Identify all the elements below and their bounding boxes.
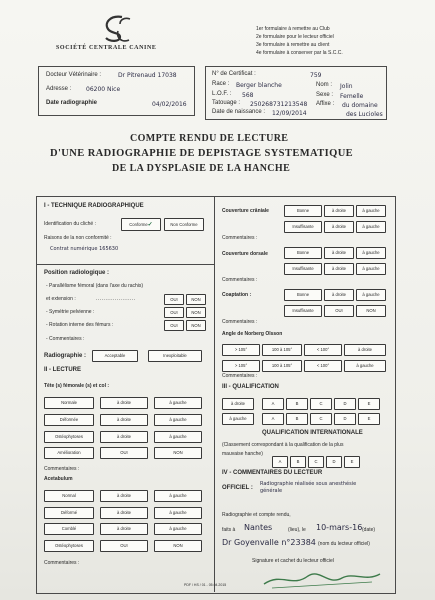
technique-divider (36, 264, 214, 265)
qi-text-1: (Classement correspondant à la qualification de la plus (222, 442, 344, 448)
tete-osteo-box[interactable] (44, 431, 94, 443)
cell-label: à droite (332, 266, 346, 271)
position-row-4: - Rotation interne des fémurs : (46, 322, 114, 328)
norberg-left-gt105[interactable] (222, 360, 260, 372)
position-heading: Position radiologique : (44, 270, 109, 276)
copy-2: 2e formulaire pour le lecteur officiel (256, 34, 334, 40)
copy-4: 4e formulaire à conserver par la S.C.C. (256, 50, 343, 56)
acet-commentaires: Commentaires : (44, 560, 80, 566)
cranial-gauche[interactable] (356, 205, 386, 217)
cell-label: > 105° (234, 347, 248, 352)
qual-right-b[interactable] (286, 398, 308, 410)
qual-left-e[interactable] (358, 413, 380, 425)
signature-icon (262, 564, 382, 590)
cell-label: OUI (335, 308, 343, 313)
acetabulum-label: Acetabulum (44, 476, 73, 482)
cell-label: à gauche (229, 416, 247, 421)
inexploitable-label: Inexploitable (163, 353, 187, 358)
cell-label: NON (173, 450, 183, 455)
race-label: Race : (212, 81, 230, 87)
cell-label: B (295, 401, 299, 406)
qualification-heading: III - QUALIFICATION (222, 384, 279, 390)
cell-label: à droite (332, 250, 346, 255)
cell-label: à gauche (169, 510, 187, 515)
oui-label: OUI (170, 297, 178, 302)
cell-label: E (367, 416, 371, 421)
conforme-label: Conforme (129, 222, 148, 227)
cell-label: Normal (62, 493, 76, 498)
cell-label: E (367, 401, 371, 406)
cell-label: D (332, 459, 336, 464)
cranial-droite[interactable] (324, 205, 354, 217)
symetrie-non-checkbox[interactable] (186, 307, 206, 318)
cell-label: C (314, 459, 318, 464)
radio-date-value: 04/02/2016 (152, 101, 187, 108)
symetrie-oui-checkbox[interactable] (164, 307, 184, 318)
vet-doctor-value: Dr Pitrenaud 17038 (118, 72, 177, 79)
tattoo-value: 250268731213548 (250, 101, 308, 108)
acceptable-checkbox[interactable] (92, 350, 138, 362)
cell-label: 100 à 105° (271, 363, 293, 368)
tattoo-label: Tatouage : (212, 100, 241, 106)
le-label: (lieu), le (288, 527, 306, 533)
tete-deformee-gauche[interactable] (154, 414, 202, 426)
qi-text-2: mauvaise hanche) (222, 451, 263, 457)
acet-deforme-droite[interactable] (100, 507, 148, 519)
cert-label: N° de Certificat : (212, 71, 256, 77)
cell-label: à gauche (169, 434, 187, 439)
date-suffix: (date) (362, 527, 376, 533)
inexploitable-checkbox[interactable] (148, 350, 202, 362)
tete-normale-droite[interactable] (100, 397, 148, 409)
cell-label: à droite (117, 400, 131, 405)
acet-normal-gauche[interactable] (154, 490, 202, 502)
cell-label: B (296, 459, 300, 464)
title-line-3: DE LA DYSPLASIE DE LA HANCHE (112, 163, 291, 174)
cell-label: à droite (358, 347, 372, 352)
qual-right-side[interactable] (222, 398, 254, 410)
lof-label: L.O.F. : (212, 91, 232, 97)
acet-comble-box[interactable] (44, 523, 94, 535)
cell-label: à droite (332, 208, 346, 213)
dob-label: Date de naissance : (212, 109, 266, 115)
identification-label: Identification du cliché : (44, 221, 96, 227)
title-line-1: COMPTE RENDU DE LECTURE (130, 133, 289, 144)
tete-osteo-droite[interactable] (100, 431, 148, 443)
acet-deforme-box[interactable] (44, 507, 94, 519)
signature-label: Signature et cachet du lecteur officiel (252, 558, 334, 564)
cell-label: à droite (332, 292, 346, 297)
reader-suffix: (nom du lecteur officiel) (318, 541, 370, 547)
cranial-label: Couverture crâniale (222, 208, 269, 214)
cranial-commentaires: Commentaires : (222, 235, 258, 241)
dorsal-commentaires: Commentaires : (222, 277, 258, 283)
cell-label: Amélioration (57, 450, 81, 455)
cell-label: à droite (117, 526, 131, 531)
position-row-1: - Parallélisme fémoral (dans l'axe du rachis) (46, 283, 144, 289)
title-line-2: D'UNE RADIOGRAPHIE DE DEPISTAGE SYSTEMATIQUE (50, 148, 354, 159)
norberg-left-side[interactable] (344, 360, 386, 372)
society-name: SOCIÉTÉ CENTRALE CANINE (56, 45, 157, 51)
tete-label: Tête (s) fémorale (s) et col : (44, 383, 110, 389)
name-value: Jolin (340, 83, 353, 90)
cell-label: à gauche (362, 266, 380, 271)
acet-comble-gauche[interactable] (154, 523, 202, 535)
affixe-label: Affixe : (316, 101, 335, 107)
radio-date-label: Date radiographie (46, 100, 98, 106)
cell-label: OUI (120, 450, 128, 455)
tete-osteo-gauche[interactable] (154, 431, 202, 443)
coaptation-droite[interactable] (324, 289, 354, 301)
qual-right-c[interactable] (310, 398, 332, 410)
cell-label: à droite (231, 401, 245, 406)
qi-e[interactable] (344, 456, 360, 468)
cell-label: Bonne (296, 250, 310, 255)
rotation-non-checkbox[interactable] (186, 320, 206, 331)
cranial-insuf-gauche[interactable] (356, 221, 386, 233)
tete-amelioration-box[interactable] (44, 447, 94, 459)
cell-label: C (319, 416, 323, 421)
cell-label: Normale (61, 400, 77, 405)
radio-compte-label: Radiographie et compte rendu, (222, 512, 291, 518)
cell-label: > 105° (234, 363, 248, 368)
sexe-label: Sexe : (316, 92, 334, 98)
affixe-value-2: des Lucioles (346, 111, 383, 118)
copy-3: 3e formulaire à remettre au client (256, 42, 330, 48)
position-row-2: et extension : (46, 296, 76, 302)
cell-label: à gauche (169, 417, 187, 422)
affixe-value: du domaine (342, 102, 378, 109)
cell-label: NON (173, 543, 183, 548)
qual-right-d[interactable] (334, 398, 356, 410)
faits-date: 10-mars-16 (316, 523, 363, 532)
extension-non-checkbox[interactable] (186, 294, 206, 305)
sexe-value: Femelle (340, 93, 364, 100)
cell-label: 100 à 105° (271, 347, 293, 352)
non-conforme-checkbox[interactable] (164, 218, 204, 231)
cell-label: E (350, 459, 354, 464)
oui-label: OUI (170, 323, 178, 328)
cell-label: à gauche (169, 400, 187, 405)
vet-doctor-label: Docteur Vétérinaire : (46, 72, 102, 78)
dots: ..................... (96, 296, 136, 302)
officiel-text-2: générale (260, 488, 283, 494)
acet-osteo-non[interactable] (154, 540, 202, 552)
position-row-5: - Commentaires : (46, 336, 85, 342)
acet-osteo-box[interactable] (44, 540, 94, 552)
cert-value: 759 (310, 72, 322, 79)
footer-ref: PDF / HS / 01 - 05.04.2015 (184, 583, 227, 587)
norberg-left-100-105[interactable] (262, 360, 302, 372)
conforme-checkbox[interactable] (121, 218, 161, 231)
cell-label: Insuffisante (292, 224, 314, 229)
dorsal-insuf-droite[interactable] (324, 263, 354, 275)
faits-city: Nantes (244, 523, 273, 532)
cell-label: à droite (332, 224, 346, 229)
qual-left-d[interactable] (334, 413, 356, 425)
norberg-right-gt105[interactable] (222, 344, 260, 356)
qual-left-side[interactable] (222, 413, 254, 425)
qual-right-a[interactable] (262, 398, 284, 410)
check-mark-icon: ✓ (147, 222, 153, 228)
dorsal-insuf-gauche[interactable] (356, 263, 386, 275)
coaptation-non[interactable] (356, 305, 386, 317)
cell-label: < 100° (316, 347, 330, 352)
dorsal-droite[interactable] (324, 247, 354, 259)
tete-deformee-box[interactable] (44, 414, 94, 426)
cell-label: à gauche (362, 250, 380, 255)
non-label: NON (191, 297, 201, 302)
oui-label: OUI (170, 310, 178, 315)
extension-oui-checkbox[interactable] (164, 294, 184, 305)
norberg-left-lt100[interactable] (304, 360, 342, 372)
cell-label: Ostéophytoses (55, 434, 83, 439)
cell-label: Déformée (59, 417, 79, 422)
lecture-heading: II - LECTURE (44, 367, 81, 373)
acceptable-label: Acceptable (104, 353, 126, 358)
cell-label: OUI (120, 543, 128, 548)
race-value: Berger blanche (236, 82, 282, 89)
officiel-label: OFFICIEL : (222, 485, 253, 491)
cell-label: à gauche (169, 493, 187, 498)
cell-label: Insuffisante (292, 308, 314, 313)
cell-label: Ostéophytoses (55, 543, 83, 548)
cell-label: Déformé (60, 510, 78, 515)
cell-label: D (343, 416, 347, 421)
tete-deformee-droite[interactable] (100, 414, 148, 426)
coaptation-commentaires: Commentaires : (222, 319, 258, 325)
dorsal-gauche[interactable] (356, 247, 386, 259)
cell-label: à gauche (362, 224, 380, 229)
cell-label: A (271, 416, 275, 421)
coaptation-bonne[interactable] (284, 289, 322, 301)
qi-d[interactable] (326, 456, 342, 468)
cell-label: à droite (117, 434, 131, 439)
norberg-right-lt100[interactable] (304, 344, 342, 356)
cell-label: C (319, 401, 323, 406)
cell-label: Bonne (296, 208, 310, 213)
technique-heading: I - TECHNIQUE RADIOGRAPHIQUE (44, 203, 144, 209)
acet-comble-droite[interactable] (100, 523, 148, 535)
acet-normal-droite[interactable] (100, 490, 148, 502)
vet-address-value: 06200 Nice (86, 86, 121, 93)
cell-label: à gauche (362, 292, 380, 297)
raisons-label: Raisons de la non conformité : (44, 235, 112, 241)
acet-deforme-gauche[interactable] (154, 507, 202, 519)
non-label: NON (191, 323, 201, 328)
raisons-value: Contrat numérique 165630 (50, 246, 119, 252)
comments-heading: IV - COMMENTAIRES DU LECTEUR (222, 470, 323, 476)
cell-label: Insuffisante (292, 266, 314, 271)
cell-label: A (278, 459, 282, 464)
cell-label: à droite (117, 510, 131, 515)
center-divider (214, 196, 215, 592)
coaptation-insuffisante[interactable] (284, 305, 322, 317)
lecture-commentaires: Commentaires : (44, 466, 80, 472)
vet-address-label: Adresse : (46, 86, 72, 92)
faits-label: faits à (222, 527, 236, 533)
dob-value: 12/09/2014 (272, 110, 307, 117)
qi-a[interactable] (272, 456, 288, 468)
non-label: NON (191, 310, 201, 315)
qual-left-a[interactable] (262, 413, 284, 425)
tete-amelioration-oui[interactable] (100, 447, 148, 459)
officiel-text-1: Radiographie réalisée sous anesthésie (260, 481, 357, 487)
cell-label: à droite (117, 417, 131, 422)
reader-name: Dr Goyenvalle n°23384 (222, 538, 316, 547)
dorsal-label: Couverture dorsale (222, 251, 268, 257)
coaptation-label: Coaptation : (222, 292, 252, 298)
acet-normal-box[interactable] (44, 490, 94, 502)
rotation-oui-checkbox[interactable] (164, 320, 184, 331)
cranial-insuf-droite[interactable] (324, 221, 354, 233)
qi-heading: QUALIFICATION INTERNATIONALE (262, 430, 363, 436)
tete-normale-box[interactable] (44, 397, 94, 409)
lof-value: 568 (242, 92, 254, 99)
cell-label: Comblé (61, 526, 77, 531)
cell-label: B (295, 416, 299, 421)
acet-osteo-oui[interactable] (100, 540, 148, 552)
cell-label: NON (366, 308, 376, 313)
cell-label: A (271, 401, 275, 406)
cell-label: < 100° (316, 363, 330, 368)
qual-left-c[interactable] (310, 413, 332, 425)
norberg-commentaires: Commentaires : (222, 373, 258, 379)
position-row-3: - Symétrie pelvienne : (46, 309, 95, 315)
cell-label: Bonne (296, 292, 310, 297)
cell-label: à gauche (169, 526, 187, 531)
norberg-label: Angle de Norberg Olsson (222, 331, 283, 337)
coaptation-gauche[interactable] (356, 289, 386, 301)
tete-amelioration-non[interactable] (154, 447, 202, 459)
qual-right-e[interactable] (358, 398, 380, 410)
qi-b[interactable] (290, 456, 306, 468)
norberg-right-100-105[interactable] (262, 344, 302, 356)
qual-left-b[interactable] (286, 413, 308, 425)
non-conforme-label: Non Conforme (170, 222, 198, 227)
cell-label: D (343, 401, 347, 406)
norberg-right-side[interactable] (344, 344, 386, 356)
cell-label: à gauche (362, 208, 380, 213)
name-label: Nom : (316, 82, 333, 88)
cell-label: à gauche (356, 363, 374, 368)
scc-logo-icon (100, 14, 134, 44)
cell-label: à droite (117, 493, 131, 498)
dorsal-bonne[interactable] (284, 247, 322, 259)
cranial-insuffisante[interactable] (284, 221, 322, 233)
cranial-bonne[interactable] (284, 205, 322, 217)
qi-c[interactable] (308, 456, 324, 468)
coaptation-oui[interactable] (324, 305, 354, 317)
radiographie-label: Radiographie : (44, 353, 87, 359)
dorsal-insuffisante[interactable] (284, 263, 322, 275)
tete-normale-gauche[interactable] (154, 397, 202, 409)
copy-1: 1er formulaire à remettre au Club (256, 26, 330, 32)
